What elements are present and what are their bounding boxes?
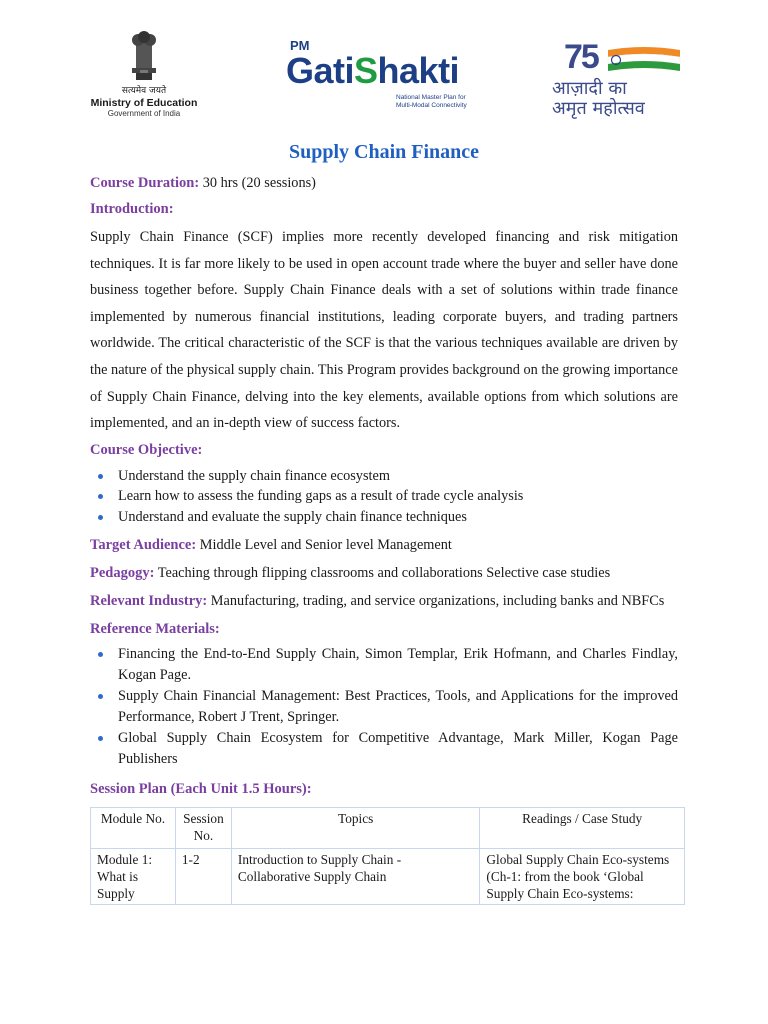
bullet-icon [98, 736, 103, 741]
table-row [91, 849, 685, 905]
course-objective-heading: Course Objective: [90, 441, 203, 458]
gati-tagline-2: Multi-Modal Connectivity [396, 102, 467, 109]
document-title: Supply Chain Finance [288, 141, 480, 163]
aka-line-2: अमृत महोत्सव [552, 98, 645, 119]
bullet-icon [98, 694, 103, 699]
list-item-text: Global Supply Chain Ecosystem for Competitive Advantage, Mark Miller, Kogan Page Publishers [118, 730, 678, 767]
course-duration-label: Course Duration: [90, 175, 200, 191]
header-logos [0, 0, 768, 125]
bullet-icon [98, 474, 103, 479]
list-item [90, 486, 678, 507]
emblem-motto: सत्यमेव जयते [121, 86, 167, 96]
table-cell: Module 1: What is Supply [91, 849, 176, 905]
list-item [90, 466, 678, 487]
target-audience-label: Target Audience: [90, 537, 197, 554]
relevant-industry-value: Manufacturing, trading, and service organizations, including banks and NBFCs [207, 593, 665, 610]
ministry-name: Ministry of Education [90, 97, 198, 109]
table-cell: 1-2 [175, 849, 231, 905]
pedagogy-value: Teaching through flipping classrooms and collaborations Selective case studies [154, 565, 611, 582]
gati-pm-label: PM [290, 38, 310, 53]
column-header-module: Module No. [91, 808, 176, 849]
introduction-heading: Introduction: [90, 201, 174, 217]
ministry-of-education-logo [88, 28, 200, 120]
session-plan-table [90, 807, 685, 905]
pm-gatishakti-logo [286, 38, 486, 118]
column-header-session: Session No. [175, 808, 231, 849]
pedagogy-label: Pedagogy: [90, 565, 155, 582]
table-header-row [91, 808, 685, 849]
target-audience [90, 535, 678, 555]
list-item [90, 507, 678, 528]
gati-word-part3: hakti [377, 50, 460, 91]
pedagogy [90, 563, 678, 583]
tricolor-flag-icon [606, 46, 682, 76]
relevant-industry-label: Relevant Industry: [90, 593, 208, 610]
national-emblem-icon [124, 28, 164, 84]
list-item [90, 644, 678, 685]
list-item-text: Understand the supply chain finance ecosystem [118, 467, 390, 484]
gati-word-part1: Gati [286, 50, 355, 91]
aka-75-number: 75 [564, 38, 598, 76]
list-item-text: Supply Chain Financial Management: Best Practices, Tools, and Applications for the improved Performance, Robert J Trent, Springer. [118, 688, 678, 725]
document-body [90, 138, 678, 905]
table-cell: Global Supply Chain Eco-systems (Ch-1: from the book ‘Global Supply Chain Eco-systems: [480, 849, 685, 905]
introduction-text: Supply Chain Finance (SCF) implies more recently developed financing and risk mitigation techniques. It is far more likely to be used in open account trade where the buyer and seller have done business together before. Supply Chain Finance deals with a set of solutions within trade finance implemented by numerous financial institutions, leading corporate buyers, and trading partners worldwide. The critical characteristic of the SCF is that the various techniques available are driven by the nature of the physical supply chain. This Program provides background on the growing importance of Supply Chain Finance, delving into the key elements, available options from which solutions are implemented, and an in-depth view of success factors. [90, 229, 678, 432]
government-of-india: Government of India [107, 109, 181, 118]
bullet-icon [98, 494, 103, 499]
bullet-icon [98, 652, 103, 657]
table-cell: Introduction to Supply Chain - Collaborative Supply Chain [231, 849, 480, 905]
azadi-ka-amrit-mahotsav-logo [548, 38, 688, 120]
gatishakti-wordmark [286, 51, 459, 91]
course-duration [90, 173, 678, 193]
reference-materials-list [90, 644, 678, 769]
gati-tagline-1: National Master Plan for [396, 94, 466, 101]
list-item-text: Understand and evaluate the supply chain finance techniques [118, 508, 467, 525]
session-plan-heading: Session Plan (Each Unit 1.5 Hours): [90, 781, 312, 798]
target-audience-value: Middle Level and Senior level Management [196, 537, 452, 554]
list-item [90, 686, 678, 727]
aka-line-1: आज़ादी का [552, 78, 627, 99]
relevant-industry [90, 591, 678, 610]
list-item [90, 728, 678, 769]
bullet-icon [98, 515, 103, 520]
reference-materials-heading: Reference Materials: [90, 621, 220, 638]
list-item-text: Learn how to assess the funding gaps as a result of trade cycle analysis [118, 488, 524, 505]
gati-word-part2: S [354, 50, 378, 91]
column-header-topics: Topics [231, 808, 480, 849]
course-duration-value: 30 hrs (20 sessions) [199, 175, 316, 191]
course-objective-list [90, 466, 678, 528]
list-item-text: Financing the End-to-End Supply Chain, Simon Templar, Erik Hofmann, and Charles Findlay, Kogan Page. [118, 646, 678, 683]
column-header-readings: Readings / Case Study [480, 808, 685, 849]
